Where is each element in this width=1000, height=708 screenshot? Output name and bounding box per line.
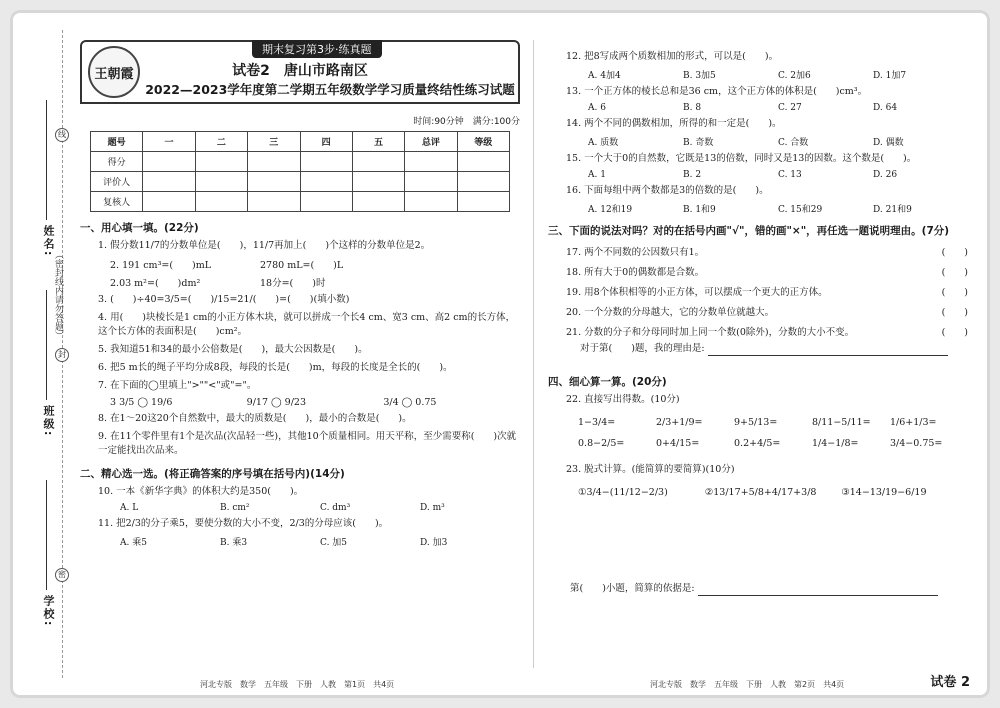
score-cell[interactable] [248,152,300,172]
question-2b: 2780 mL=( )L [260,260,344,271]
question-12: 12. 把8写成两个质数相加的形式，可以是( )。 [566,51,779,62]
option[interactable]: D. 偶数 [873,138,904,148]
option[interactable]: B. 8 [683,103,702,113]
score-header-cell: 五 [352,132,404,152]
section-2-title: 二、精心选一选。(将正确答案的序号填在括号内)(14分) [80,468,345,480]
score-cell[interactable] [143,152,195,172]
school-field[interactable] [46,480,47,590]
score-header-cell: 一 [143,132,195,152]
answer-paren[interactable]: ( ) [941,287,968,298]
question-10: 10. 一本《新华字典》的体积大约是350( )。 [98,486,304,497]
option[interactable]: C. 加5 [320,538,348,548]
score-header-cell: 等级 [457,132,509,152]
right-page [548,46,968,596]
calc-item[interactable]: 9+5/13= [734,417,778,428]
score-cell[interactable] [143,172,195,192]
score-cell[interactable] [405,192,457,212]
review-tag: 期末复习第3步·练真题 [252,40,382,58]
reason-label: 对于第( )题，我的理由是: [580,343,705,354]
score-cell[interactable] [352,152,404,172]
seal-mark: 封 [55,348,69,362]
question-17 [566,244,968,258]
score-header-cell: 四 [300,132,352,152]
option[interactable]: C. dm³ [320,503,351,513]
basis-line [570,582,968,596]
calc-item[interactable]: 1/6+1/3= [890,417,937,428]
name-label: 姓名: [42,225,55,258]
q23-item[interactable]: ③14−13/19−6/19 [841,487,927,498]
calc-item[interactable]: 0.8−2/5= [578,438,625,449]
question-21 [566,324,968,338]
answer-paren[interactable]: ( ) [941,327,968,338]
question-4: 4. 用( )块棱长是1 cm的小正方体木块，就可以拼成一个长4 cm、宽3 cm、高2 cm的长方体，这个长方体的表面积是( )cm²。 [98,312,516,337]
score-cell[interactable] [405,172,457,192]
question-19 [566,284,968,298]
calc-item[interactable]: 3/4−0.75= [890,438,943,449]
score-cell[interactable] [405,152,457,172]
question-18 [566,264,968,278]
score-header-cell: 二 [195,132,247,152]
statement: 20. 一个分数的分母越大，它的分数单位就越大。 [566,307,775,318]
brand-logo: 王朝霞 [88,46,140,98]
compare-a[interactable]: 3 3/5 ◯ 19/6 [110,397,173,408]
time-info: 时间:90分钟 满分:100分 [413,117,520,127]
option[interactable]: A. 质数 [588,138,619,148]
answer-paren[interactable]: ( ) [941,307,968,318]
score-cell[interactable] [300,152,352,172]
page-footer-1: 河北专版 数学 五年级 下册 人教 第1页 共4页 [200,680,395,689]
option[interactable]: C. 15和29 [778,205,823,215]
calc-item[interactable]: 1/4−1/8= [812,438,859,449]
title-banner [80,40,520,104]
question-13: 13. 一个正方体的棱长总和是36 cm，这个正方体的体积是( )cm³。 [566,86,868,97]
score-cell[interactable] [352,192,404,212]
question-2a: 2. 191 cm³=( )mL [110,260,212,271]
question-5: 5. 我知道51和34的最小公倍数是( )，最大公因数是( )。 [98,344,368,355]
score-cell[interactable] [300,172,352,192]
basis-field[interactable] [698,585,938,596]
calc-row-1 [578,417,968,428]
question-8: 8. 在1～20这20个自然数中，最大的质数是( )，最小的合数是( )。 [98,413,412,424]
question-1: 1. 假分数11/7的分数单位是( )，11/7再加上( )个这样的分数单位是2。 [98,240,431,251]
question-16-options [588,202,968,215]
score-header-cell: 总评 [405,132,457,152]
score-cell[interactable] [248,172,300,192]
option[interactable]: A. 乘5 [120,538,147,548]
statement: 21. 分数的分子和分母同时加上同一个数(0除外)，分数的大小不变。 [566,327,855,338]
section-1-title: 一、用心填一填。(22分) [80,222,199,234]
q23-item[interactable]: ②13/17+5/8+4/17+3/8 [704,487,817,498]
option[interactable]: B. 乘3 [220,538,248,548]
paper-subtitle: 2022—2023学年度第二学期五年级数学学习质量终结性练习试题 [145,82,515,97]
question-15: 15. 一个大于0的自然数，它既是13的倍数，同时又是13的因数。这个数是( )。 [566,153,917,164]
score-row-label: 评价人 [91,172,143,192]
seal-note: （密封线内请勿答题） [53,250,63,340]
question-14-options [588,135,968,148]
score-table [90,131,510,212]
score-cell[interactable] [300,192,352,212]
score-cell[interactable] [195,152,247,172]
option[interactable]: A. 6 [588,103,606,113]
question-23: 23. 脱式计算。(能简算的要简算)(10分) [566,464,735,475]
question-10-options [120,503,520,513]
option[interactable]: B. 2 [683,170,702,180]
class-label: 班级: [42,405,55,438]
compare-c[interactable]: 3/4 ◯ 0.75 [383,397,437,408]
answer-paren[interactable]: ( ) [941,267,968,278]
answer-paren[interactable]: ( ) [941,247,968,258]
question-13-options [588,103,968,113]
score-cell[interactable] [195,172,247,192]
left-page [80,40,520,548]
question-3: 3. ( )÷40=3/5=( )/15=21/( )=( )(填小数) [98,294,350,305]
option[interactable]: D. 26 [873,170,898,180]
basis-label: 第( )小题，简算的依据是: [570,583,695,594]
score-cell[interactable] [248,192,300,212]
option[interactable]: A. 1 [588,170,606,180]
option[interactable]: D. 加3 [420,538,448,548]
option[interactable]: B. 1和9 [683,205,716,215]
section-3-title: 三、下面的说法对吗？对的在括号内画"√"，错的画"×"，再任选一题说明理由。(7分) [548,225,950,237]
paper-number: 试卷 2 [930,675,970,690]
paper-title: 试卷2 唐山市路南区 [232,63,368,79]
name-field[interactable] [46,100,47,220]
option[interactable]: C. 合数 [778,138,809,148]
reason-field[interactable] [708,345,948,356]
calc-item[interactable]: 2/3+1/9= [656,417,703,428]
score-row-label: 复核人 [91,192,143,212]
option[interactable]: C. 2加6 [778,71,811,81]
binding-gutter [10,10,72,698]
section-4-title: 四、细心算一算。(20分) [548,376,667,388]
option[interactable]: B. 3加5 [683,71,716,81]
question-20 [566,304,968,318]
page-footer-2: 河北专版 数学 五年级 下册 人教 第2页 共4页 [650,680,845,689]
option[interactable]: A. 12和19 [588,205,633,215]
question-15-options [588,170,968,180]
score-cell[interactable] [457,172,509,192]
question-11: 11. 把2/3的分子乘5，要使分数的大小不变，2/3的分母应该( )。 [98,518,389,529]
calc-item[interactable]: 0+4/15= [656,438,700,449]
score-header-cell: 题号 [91,132,143,152]
question-2c: 2.03 m²=( )dm² [110,278,201,289]
option[interactable]: A. 4加4 [588,71,621,81]
score-cell[interactable] [195,192,247,212]
question-16: 16. 下面每组中两个数都是3的倍数的是( )。 [566,185,769,196]
question-2d: 18分=( )时 [260,278,326,289]
option[interactable]: C. 27 [778,103,802,113]
question-14: 14. 两个不同的偶数相加，所得的和一定是( )。 [566,118,782,129]
score-cell[interactable] [143,192,195,212]
question-2-row [110,275,520,289]
question-22: 22. 直接写出得数。(10分) [566,394,680,405]
statement: 19. 用8个体积相等的小正方体，可以摆成一个更大的正方体。 [566,287,828,298]
option[interactable]: B. 奇数 [683,138,714,148]
statement: 17. 两个不同数的公因数只有1。 [566,247,705,258]
exam-sheet [10,10,990,698]
question-9: 9. 在11个零件里有1个是次品(次品轻一些)，其他10个质量相同。用天平称，至少需要称( )次就一定能找出次品来。 [98,431,517,456]
question-7: 7. 在下面的◯里填上">""<"或"="。 [98,380,257,391]
page-divider [533,40,534,668]
question-2-row [110,257,520,271]
compare-b[interactable]: 9/17 ◯ 9/23 [246,397,307,408]
option[interactable]: D. 21和9 [873,205,912,215]
q23-item[interactable]: ①3/4−(11/12−2/3) [578,487,668,498]
option[interactable]: D. 1加7 [873,71,907,81]
option[interactable]: B. cm² [220,503,250,513]
score-row-label: 得分 [91,152,143,172]
score-cell[interactable] [457,152,509,172]
score-header-cell: 三 [248,132,300,152]
calc-item[interactable]: 1−3/4= [578,417,616,428]
seal-mark: 线 [55,128,69,142]
class-field[interactable] [46,290,47,400]
option[interactable]: A. L [120,503,139,513]
calc-item[interactable]: 0.2+4/5= [734,438,781,449]
seal-mark: 密 [55,568,69,582]
question-11-options [120,535,520,548]
option[interactable]: D. 64 [873,103,898,113]
question-6: 6. 把5 m长的绳子平均分成8段，每段的长是( )m，每段的长度是全长的( )。 [98,362,453,373]
score-cell[interactable] [352,172,404,192]
calc-row-2 [578,438,968,449]
option[interactable]: C. 13 [778,170,802,180]
score-cell[interactable] [457,192,509,212]
question-12-options [588,68,968,81]
option[interactable]: D. m³ [420,503,445,513]
q23-row [578,487,968,498]
calc-item[interactable]: 8/11−5/11= [812,417,871,428]
school-label: 学校: [42,595,55,628]
question-7-row [110,397,520,408]
reason-line [580,342,968,356]
statement: 18. 所有大于0的偶数都是合数。 [566,267,705,278]
